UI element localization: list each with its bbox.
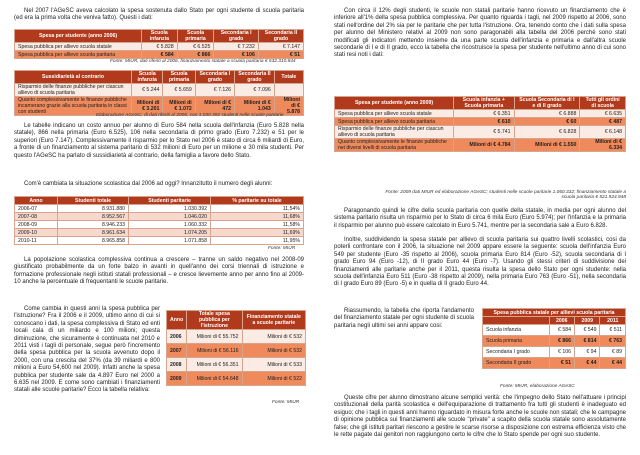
table-row: 2009 Milioni di € 54.648 Milioni di € 522 — [167, 372, 306, 386]
spending-2009-table — [334, 96, 626, 152]
summary-paragraph: Riassumendo, la tabella che riporta l'andamento del finanziamento statale per ogni studente di scuola paritaria negli ultimi sei anni appare cosi: — [334, 308, 474, 329]
table-row: Quanto complessivamente le finanze pubbliche nei diversi livelli di scuola paritaria Milioni di € 4.784 Milioni di € 1.550 Milioni di € 6.334 — [335, 139, 626, 152]
table-header-row: Anno Totale spesa pubblica per l'istruzione Finanziamento statale a scuole paritarie — [167, 311, 306, 330]
spending-2006-table — [14, 29, 304, 59]
table-row: Risparmio delle finanze pubbliche per ciascun allievo di scuola paritaria € 5.741 € 6.828 € 6.148 — [335, 126, 626, 139]
table-row: Spesa pubblica per allievo scuola statale € 6.351 € 6.888 € 6.635 — [335, 110, 626, 118]
students-intro: Com'è cambiata la situazione scolastica dal 2006 ad oggi? Innanzitutto il numero degli alunni: — [24, 181, 273, 187]
table-row: Secondaria II grado € 51 € 44 € 44 — [483, 358, 626, 369]
subsidiarity-table — [14, 70, 304, 116]
table-source: Fonte: MIUR — [272, 400, 300, 405]
table-header-row: Spesa per studente (anno 2006) Scuola infanzia Scuola primaria Secondaria I grado Secondaria II grado — [15, 30, 304, 43]
students-table — [14, 196, 304, 245]
table-header-row: Sussidiarietà al contrario Scuola infanzia Scuola primaria Secondaria I grado Secondaria II grado Totale — [15, 71, 304, 84]
table-row: Spesa pubblica per allievo scuola paritaria € 584 € 866 € 106 € 51 — [15, 51, 304, 59]
table-source: Fonte: 2009 dati MIUR ed elaborazione AGeSC; studenti nelle scuole paritarie 1.060.332; finanziamento statale a scuola paritaria € 521.924.948 — [385, 190, 626, 200]
breakdown-paragraph: Inoltre, suddividendo la spesa statale per allievo di scuola paritaria sui quattro livelli scolastici, cosi da poterli confrontare con il 2006, la situazione nel 2009 appare essere la seguente: scuola dell'infanzia Euro 549 per studente (Euro -35 rispetto al 2006), scuola primaria Euro 814 (Euro -52), scuola secondaria di I grado Euro 94 (Euro -12), di II grado Euro 44 (Euro -7). Usando gli stessi criteri di suddivisione dei finanziamenti alle paritarie anche per il 2011, questa risulta la spesa dello Stato per ogni studente: nella scuola dell'infanzia Euro 511 (Euro -38 rispetto al 2009), nella primaria Euro 763 (Euro -51), nella secondaria di I grado Euro 89 (Euro -5) e in quella di II grado Euro 44. — [334, 237, 626, 288]
table-header-row: Spesa per studente (anno 2009) Scuola infanzia + Scuola primaria Scuola Secondaria di I e di II grado Tutti gli ordini di scuola — [335, 97, 626, 110]
table-header-row: Anno Studenti totale Studenti paritarie % paritarie su totale — [15, 197, 304, 205]
comparison-paragraph: Paragonando quindi le cifre della scuola paritaria con quelle della statale, in media per ogni alunno del sistema paritario risulta un risparmio per lo Stato di circa 6 mila Euro (Euro 5.974); per l'infanzia e la primaria il risparmio per alunno può essere calcolato in Euro 5.741, mentre per la secondaria sale a Euro 6.828. — [334, 208, 626, 229]
table-row: 2006-07 8.931.880 1.030.392 11,54% — [15, 205, 304, 213]
table-row: 2009-10 8.961.634 1.074.205 11,69% — [15, 229, 304, 237]
funding-paragraph: Con circa il 12% degli studenti, le scuole non statali paritarie hanno ricevuto un finanziamento che è inferiore all'1% della spesa pubblica complessiva. Per quanto riguarda i tagli, nel 2009 rispetto al 2006, sono stati nell'ordine del 2% sia per le paritarie che per tutta l'istruzione. Ora, tenendo conto che i dati sulla spesa per alunno del Ministero relativi al 2009 non sono paragonabili alla tabella del 2006 perché sono stati modificati gli indicatori mettendo insieme da una parte scuola dell'infanzia e primaria e dall'altra scuole secondarie di I e di II grado, ecco la tabella che ricostruisce la spesa per studente nell'ultimo anno di cui sono stati resi noti i dati: — [334, 8, 626, 59]
table-row: Scuola infanzia € 584 € 549 € 511 — [483, 325, 626, 336]
table-source: Fonte: MIUR, elaborazione AGeSC — [500, 384, 575, 389]
table-row: Quanto complessivamente le finanze pubbliche incamerano grazie alla scuola paritaria in classi con studenti Milioni di € 3.201 Milioni di € 1.072 Milioni di € 472 Milioni di € 1.043 Milioni di € 5.878 — [15, 97, 304, 116]
table-row: 2006 Milioni di € 55.752 Milioni di € 532 — [167, 330, 306, 344]
table-row: Spesa pubblica per allievo scuola statale € 5.828 € 6.525 € 7.232 € 7.147 — [15, 43, 304, 51]
table-source: Fonte: MIUR, dati riferiti al 2006, finanziamento statale a scuola paritaria € 532.310.844 — [110, 59, 296, 64]
intro-paragraph: Nel 2007 l'AGeSC aveva calcolato la spesa sostenuta dallo Stato per ogni studente di scuola paritaria (ed era la prima volta che veniva fatto). Questi i dati: — [14, 8, 304, 22]
table-row: 2008 Milioni di € 56.351 Milioni di € 533 — [167, 358, 306, 372]
table-row: Secondaria I grado € 106 € 94 € 89 — [483, 347, 626, 358]
table-row: 2010-11 8.965.858 1.071.858 11,95% — [15, 237, 304, 245]
table-title-row: Spesa pubblica statale per allievi scuola paritaria — [483, 309, 626, 317]
funding-table — [166, 310, 306, 386]
table-source: Elaborazione AGeSC, di dati riferiti al 2006, con 1.030.392 studenti nelle scuole paritarie — [96, 113, 284, 118]
table-row: Scuola primaria € 866 € 814 € 763 — [483, 336, 626, 347]
cost-paragraph: Le tabelle indicano un costo annuo per alunno di Euro 584 nella scuola dell'infanzia (Euro 5.828 nella statale), 866 nella primaria (Euro 6.525), 106 nella secondaria di primo grado (Euro 7.232) e 51 per le superiori (Euro 7.147). Complessivamente il risparmio per lo Stato nel 2006 è stato di circa 6 miliardi di Euro, a fronte di un finanziamento al sistema paritario di 532 milioni di Euro per un milione e 30 mila studenti. Per questo l'AGeSC ha parlato di sussidiarietà al contrario, della famiglia a favore dello Stato. — [14, 123, 304, 159]
table-header-row: 2006 2009 2011 — [483, 317, 626, 325]
conclusion-paragraph: Queste cifre per alunno dimostrano alcune semplici verità: che l'impegno dello Stato nell'attuare i principi costituzionali della parità scolastica e dell'equiparazione di trattamento fra tutti gli studenti è inadeguato ed esiguo; che i tagli in questi anni hanno riguardato in misura forte anche le scuole non statali; che le campagne di opinione pubblica sui finanziamenti alle scuole "private" a scapito della scuola statale sono assolutamente false; che gli istituti paritari riescono a gestire le scarse risorse a disposizione con estrema efficienza visto che le rette pagate dai genitori non raggiungono certo le cifre che lo Stato spende per ogni suo studente. — [334, 395, 626, 439]
table-row: 2008-09 8.946.233 1.060.332 11,58% — [15, 221, 304, 229]
table-row: 2007 Milioni di € 56.116 Milioni di € 532 — [167, 344, 306, 358]
trend-table — [482, 308, 626, 369]
table-row: Spesa pubblica per allievo scuola paritaria € 610 € 60 € 487 — [335, 118, 626, 126]
table-row: 2007-08 8.952.567 1.046.020 11,68% — [15, 213, 304, 221]
right-column — [320, 0, 640, 455]
table-source: Fonte: MIUR — [268, 246, 296, 251]
spending-change-paragraph: Come cambia in questi anni la spesa pubblica per l'istruzione? Fra il 2006 e il 2009, ultimo anno di cui si conoscano i dati, la spesa complessiva di Stato ed enti locali cala di un miliardo e 100 milioni; questa diminuzione, che sicuramente è continuata nel 2010 e 2011 visti i tagli di personale, segue però l'incremento della spesa pubblica per la scuola avvenuto dopo il 2000, con una crescita del 37% (da 39 miliardi e 800 milioni a Euro 54,600 nel 2009). Infatti anche la spesa pubblica per studente sale da 4.897 Euro nel 2000 a 6.635 nel 2009. E come sono cambiati i finanziamenti statali alle scuole paritarie? Ecco la tabella relativa: — [14, 306, 160, 394]
population-paragraph: La popolazione scolastica complessiva continua a crescere – tranne un saldo negativo nel 2008-09 giustificato probabilmente da un forte balzo in avanti in quell'anno dei corsi triennali di istruzione e formazione professionale negli istituti statali professionali – e cresce lievemente anno per anno fino al 2009-10 anche la percentuale di frequentanti le scuole paritarie. — [14, 257, 304, 286]
table-row: Risparmio delle finanze pubbliche per ciascun allievo di scuola paritaria € 5.244 € 5.659 € 7.126 € 7.096 — [15, 84, 304, 97]
